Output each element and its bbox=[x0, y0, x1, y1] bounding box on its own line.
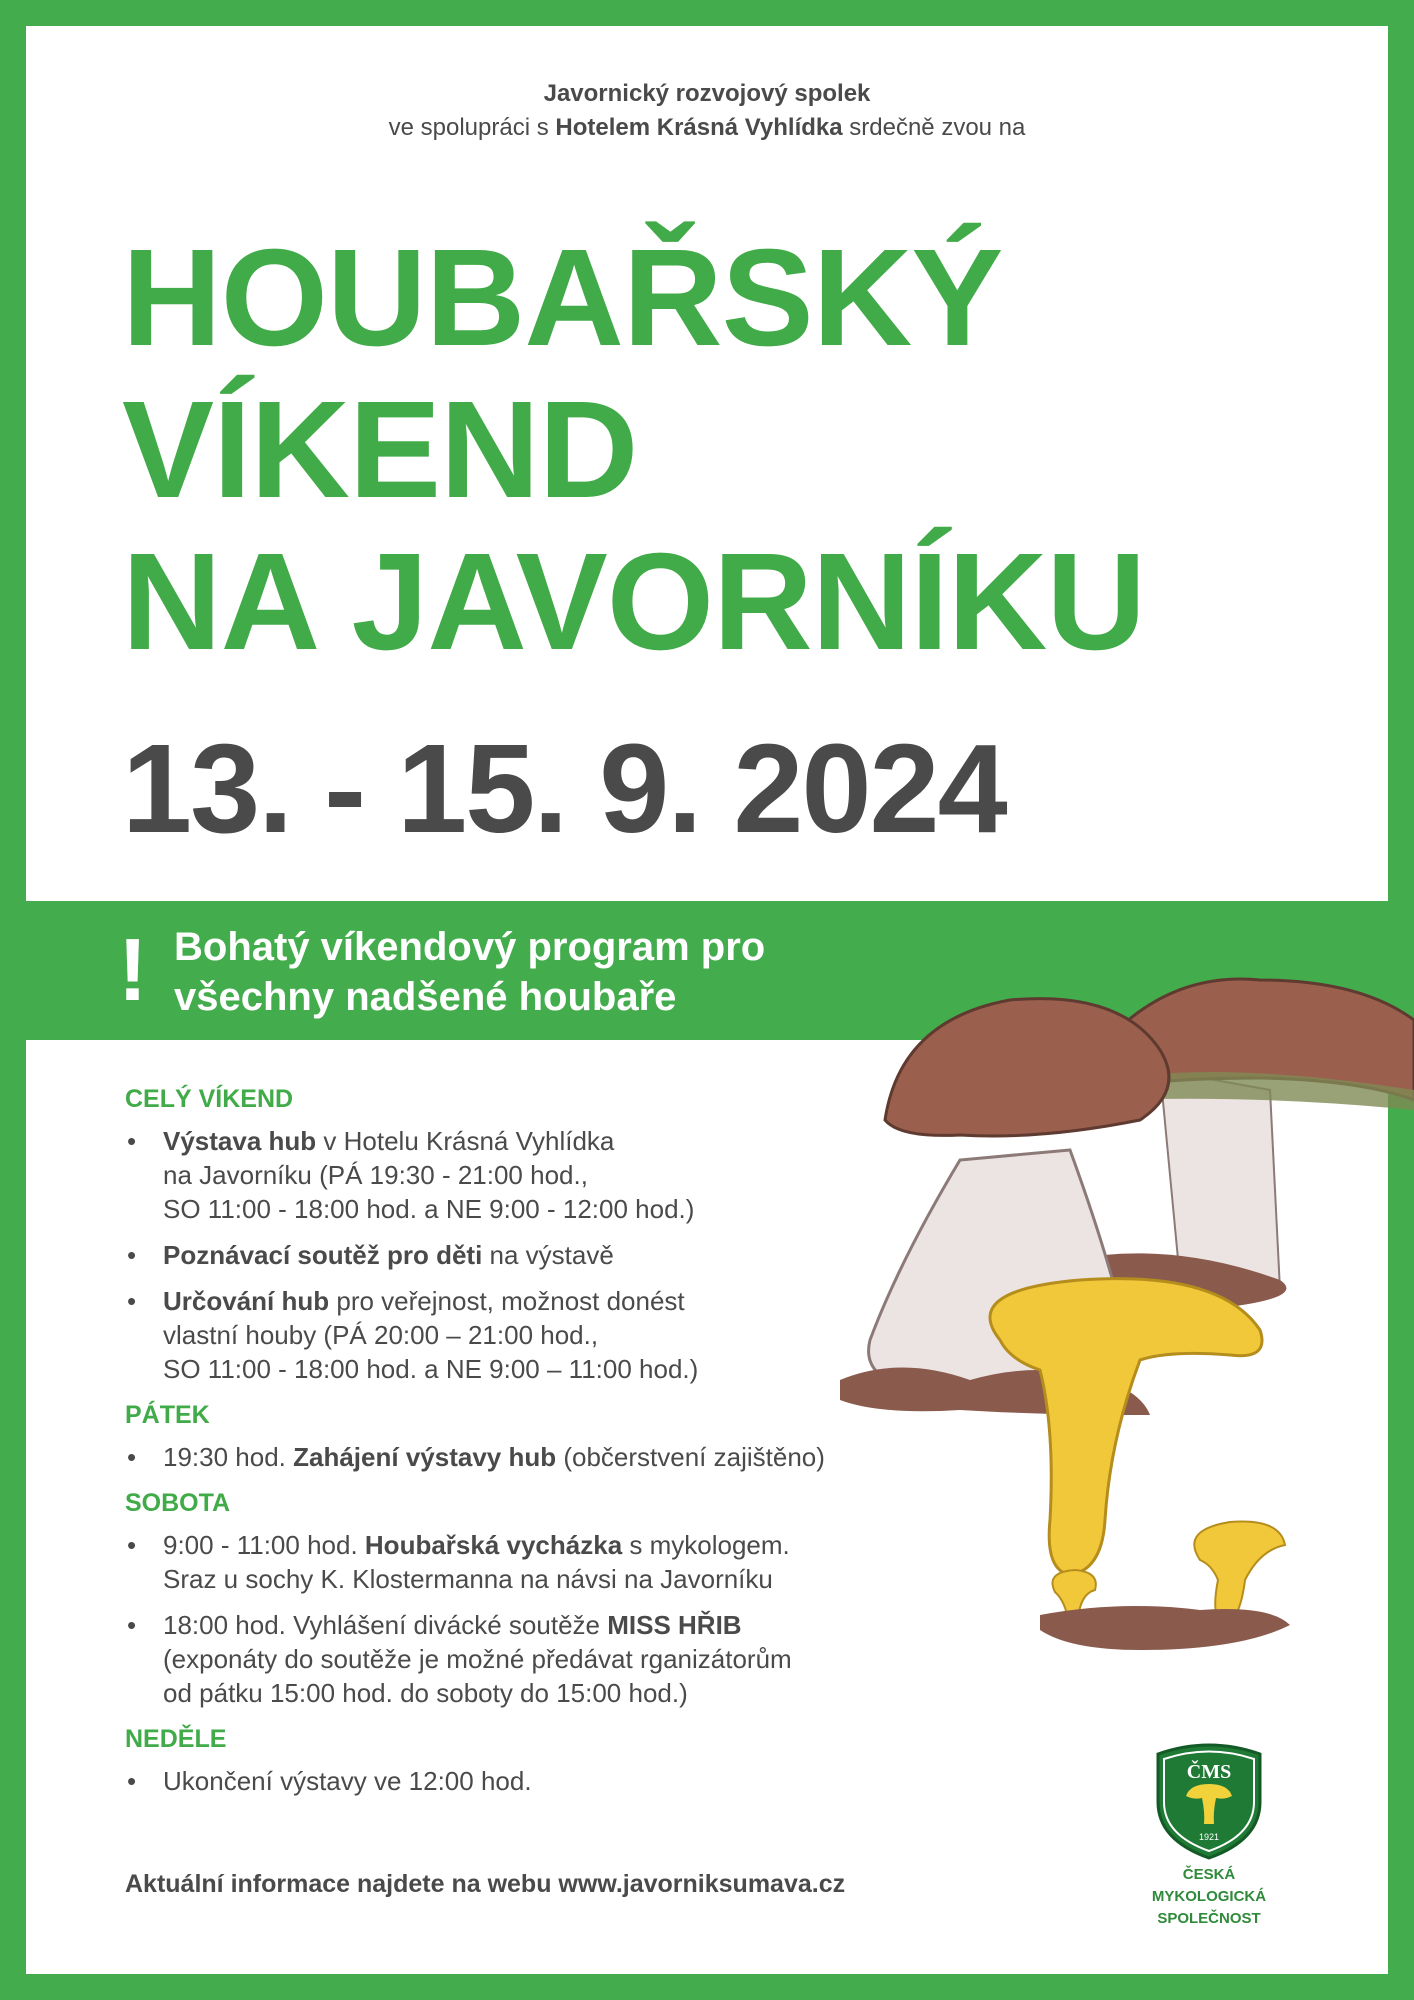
cms-shield-logo-icon bbox=[1150, 1740, 1268, 1860]
banner-line-2: všechny nadšené houbaře bbox=[174, 975, 677, 1019]
society-name-line-3: SPOLEČNOST bbox=[1157, 1910, 1261, 1927]
item-text: 9:00 - 11:00 hod. bbox=[163, 1530, 365, 1560]
society-name bbox=[1100, 1864, 1318, 1930]
section-friday-heading: PÁTEK bbox=[125, 1401, 210, 1429]
program-list bbox=[125, 1082, 985, 1810]
item-bold: Určování hub bbox=[163, 1286, 330, 1316]
friday-items bbox=[125, 1440, 985, 1474]
event-date: 13. - 15. 9. 2024 bbox=[122, 718, 1006, 859]
item-text: (exponáty do soutěže je možné předávat rganizátorům bbox=[163, 1644, 792, 1674]
list-item bbox=[125, 1528, 985, 1596]
item-text: na výstavě bbox=[482, 1240, 614, 1270]
section-saturday-heading: SOBOTA bbox=[125, 1489, 231, 1517]
invitation-suffix: srdečně zvou na bbox=[842, 114, 1026, 141]
invitation-line bbox=[0, 114, 1414, 142]
item-text: od pátku 15:00 hod. do soboty do 15:00 hod.) bbox=[163, 1678, 688, 1708]
item-text: 18:00 hod. Vyhlášení divácké soutěže bbox=[163, 1610, 608, 1640]
event-title bbox=[122, 222, 1145, 678]
banner-text bbox=[174, 922, 765, 1022]
list-item bbox=[125, 1124, 985, 1226]
item-text: 19:30 hod. bbox=[163, 1442, 294, 1472]
list-item bbox=[125, 1608, 985, 1710]
hotel-name: Hotelem Krásná Vyhlídka bbox=[555, 114, 843, 141]
title-line-3: NA JAVORNÍKU bbox=[122, 525, 1146, 679]
banner-line-1: Bohatý víkendový program pro bbox=[174, 925, 766, 969]
logo-year: 1921 bbox=[1198, 1832, 1220, 1842]
sunday-items bbox=[125, 1764, 985, 1798]
item-bold: Houbařská vycházka bbox=[364, 1530, 623, 1560]
list-item bbox=[125, 1284, 985, 1386]
item-bold: MISS HŘIB bbox=[607, 1610, 742, 1640]
item-text: na Javorníku (PÁ 19:30 - 21:00 hod., bbox=[163, 1160, 588, 1190]
item-text: pro veřejnost, možnost donést bbox=[329, 1286, 685, 1316]
item-text: SO 11:00 - 18:00 hod. a NE 9:00 – 11:00 hod.) bbox=[163, 1354, 699, 1384]
item-bold: Výstava hub bbox=[163, 1126, 317, 1156]
item-text: vlastní houby (PÁ 20:00 – 21:00 hod., bbox=[163, 1320, 599, 1350]
list-item bbox=[125, 1440, 985, 1474]
saturday-items bbox=[125, 1528, 985, 1710]
list-item bbox=[125, 1238, 985, 1272]
title-line-2: VÍKEND bbox=[122, 373, 638, 527]
item-text: v Hotelu Krásná Vyhlídka bbox=[316, 1126, 615, 1156]
society-name-line-1: ČESKÁ bbox=[1182, 1866, 1236, 1883]
society-name-line-2: MYKOLOGICKÁ bbox=[1151, 1888, 1267, 1905]
item-bold: Poznávací soutěž pro děti bbox=[163, 1240, 483, 1270]
item-text: Sraz u sochy K. Klostermanna na návsi na Javorníku bbox=[163, 1564, 773, 1594]
item-text: (občerstvení zajištěno) bbox=[556, 1442, 825, 1472]
logo-abbr: ČMS bbox=[1186, 1761, 1232, 1783]
item-bold: Zahájení výstavy hub bbox=[293, 1442, 557, 1472]
invitation-prefix: ve spolupráci s bbox=[388, 114, 556, 141]
exclamation-mark: ! bbox=[118, 920, 148, 1019]
title-line-1: HOUBAŘSKÝ bbox=[122, 221, 1003, 375]
organizer: Javornický rozvojový spolek bbox=[543, 80, 871, 107]
item-text: s mykologem. bbox=[622, 1530, 790, 1560]
item-text: SO 11:00 - 18:00 hod. a NE 9:00 - 12:00 hod.) bbox=[163, 1194, 695, 1224]
list-item bbox=[125, 1764, 985, 1798]
weekend-items bbox=[125, 1124, 985, 1386]
section-sunday-heading: NEDĚLE bbox=[125, 1725, 227, 1753]
section-weekend-heading: CELÝ VÍKEND bbox=[125, 1085, 294, 1113]
item-text: Ukončení výstavy ve 12:00 hod. bbox=[163, 1766, 532, 1796]
website-info: Aktuální informace najdete na webu www.javorniksumava.cz bbox=[125, 1870, 846, 1898]
